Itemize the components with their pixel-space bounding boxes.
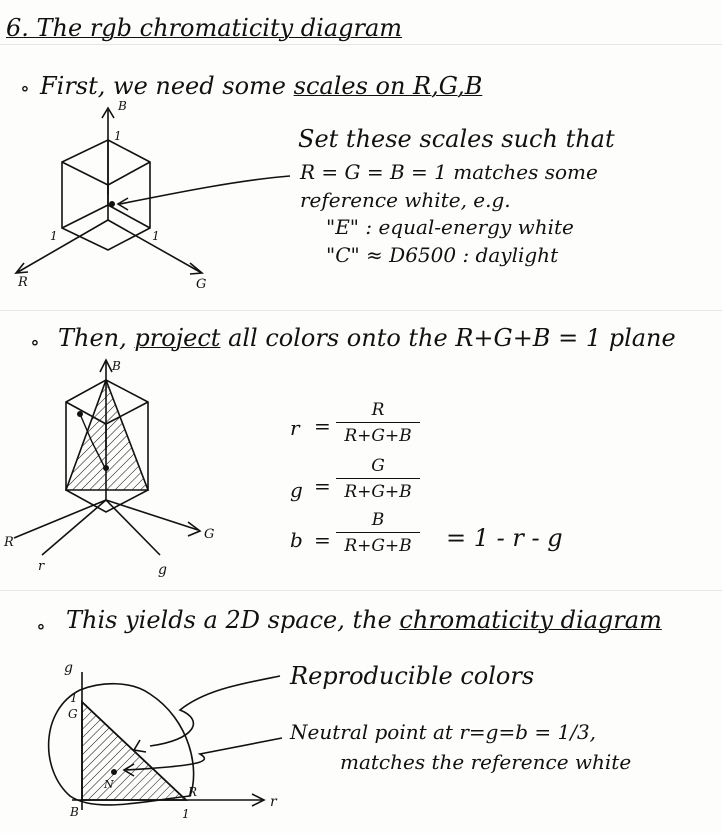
g-axis (108, 220, 200, 272)
neutral-point-line-2: matches the reference white (340, 750, 632, 774)
eq-b-lhs: b (290, 528, 303, 552)
white-point-dot (109, 201, 115, 207)
eq-b-equals: = (314, 528, 331, 552)
chroma-tick-r: 1 (182, 807, 190, 821)
ruled-line (0, 590, 722, 591)
cube-tick-g: 1 (152, 229, 160, 243)
bullet-2-text (58, 324, 676, 352)
eq-r-equals: = (314, 414, 331, 438)
bullet-1-lead: First, we need some (40, 72, 286, 100)
cube-tick-b: 1 (114, 129, 122, 143)
chroma-axis-g-label: g (64, 660, 73, 676)
projection-diagram (0, 350, 240, 580)
reproducible-colors-label: Reproducible colors (290, 662, 535, 690)
bullet-1-symbol: ∘ (20, 76, 30, 100)
chroma-vertex-b: B (70, 805, 79, 819)
scale-note-line-2: R = G = B = 1 matches some (300, 160, 598, 184)
g-axis-arrowhead (190, 263, 202, 274)
ruled-line (0, 44, 722, 45)
proj-axis-g-small-label: g (158, 562, 167, 578)
ruled-line (0, 310, 722, 311)
chroma-axis-r-label: r (270, 794, 277, 810)
eq-g-lhs: g (290, 478, 303, 502)
neutral-point-dot (111, 769, 117, 775)
eq-g-equals: = (314, 474, 331, 498)
eq-b-denominator: R+G+B (344, 536, 412, 556)
cube-edge (108, 205, 150, 228)
chroma-vertex-g: G (68, 707, 78, 721)
page-title: 6. The rgb chromaticity diagram (6, 14, 403, 42)
bullet-3-symbol: ∘ (36, 614, 46, 638)
bullet-2-symbol: ∘ (30, 330, 40, 354)
eq-r-lhs: r (290, 416, 300, 440)
eq-g-fraction-bar (336, 478, 420, 479)
bullet-2-underlined: project (134, 324, 221, 352)
eq-g-denominator: R+G+B (344, 482, 412, 502)
cube-tick-r: 1 (50, 229, 58, 243)
chroma-tick-g: 1 (70, 691, 78, 705)
eq-r-denominator: R+G+B (344, 426, 412, 446)
cube-edge (108, 162, 150, 185)
eq-g-numerator: G (371, 456, 385, 476)
scale-note-line-5: "C" ≈ D6500 : daylight (326, 243, 559, 267)
bullet-3-underlined: chromaticity diagram (399, 606, 662, 634)
reproducible-pointer-arrowhead (134, 740, 146, 752)
proj-axis-b-label: B (112, 359, 121, 373)
bullet-3-lead: This yields a 2D space, the (66, 606, 392, 634)
cube-edge (62, 162, 108, 185)
r-small-axis (42, 500, 106, 555)
neutral-point-line-1: Neutral point at r=g=b = 1/3, (290, 720, 597, 744)
rgb-cube-diagram (0, 100, 300, 300)
bullet-1-underlined: scales on R,G,B (293, 72, 483, 100)
bullet-2-tail: all colors onto the R+G+B = 1 plane (228, 324, 676, 352)
white-point-pointer (120, 176, 290, 204)
cube-axis-g-label: G (196, 277, 207, 292)
bullet-2-lead: Then, (58, 324, 127, 352)
scale-note-line-3: reference white, e.g. (300, 188, 511, 212)
scale-note-line-1: Set these scales such that (298, 125, 615, 153)
projection-plane-triangle (66, 380, 148, 490)
eq-b-rhs: = 1 - r - g (446, 524, 563, 552)
eq-r-numerator: R (371, 400, 385, 420)
projected-point-dot (103, 465, 109, 471)
scale-note-line-4: "E" : equal-energy white (326, 215, 574, 239)
chroma-vertex-r: R (188, 785, 198, 799)
cube-axis-r-label: R (18, 275, 28, 290)
color-point-dot (77, 411, 83, 417)
chromaticity-diagram (0, 650, 300, 830)
bullet-1-text (40, 72, 482, 100)
proj-axis-g-label: G (204, 527, 215, 542)
r-axis (14, 500, 106, 538)
proj-axis-r-small-label: r (38, 559, 45, 574)
proj-axis-r-label: R (4, 535, 14, 550)
reproducible-triangle (82, 702, 186, 800)
chroma-point-n: N (104, 778, 114, 791)
cube-outline (62, 140, 150, 250)
cube-axis-b-label: B (118, 100, 127, 113)
eq-r-fraction-bar (336, 422, 420, 423)
eq-b-numerator: B (371, 510, 385, 530)
eq-b-fraction-bar (336, 532, 420, 533)
bullet-3-text (66, 606, 662, 634)
